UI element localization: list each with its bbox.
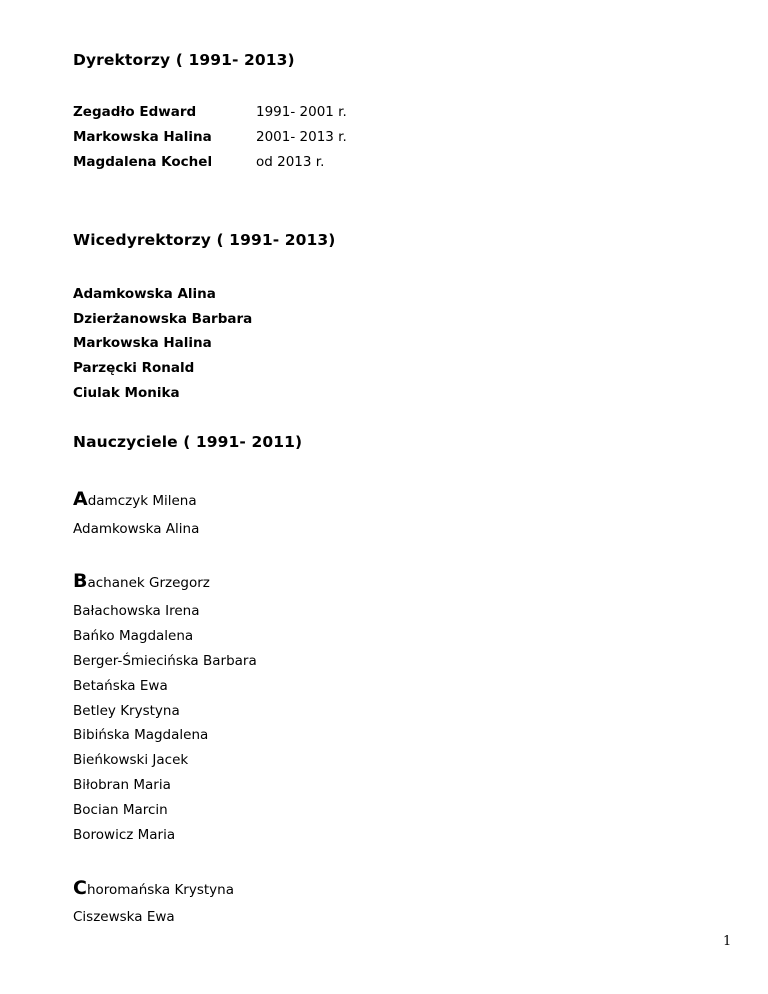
- vice-director-name: Markowska Halina: [73, 335, 212, 351]
- teacher-name: Biłobran Maria: [73, 777, 171, 793]
- teacher-name: Borowicz Maria: [73, 827, 176, 843]
- vice-director-name: Parzęcki Ronald: [73, 360, 195, 376]
- page-number: 1: [723, 934, 732, 949]
- teacher-name: Bańko Magdalena: [73, 628, 194, 644]
- letter-initial: C: [73, 877, 87, 899]
- teacher-name: Bibińska Magdalena: [73, 727, 209, 743]
- teacher-name: Adamkowska Alina: [73, 521, 200, 537]
- directors-heading: Dyrektorzy ( 1991- 2013): [73, 51, 295, 69]
- teacher-name: Bałachowska Irena: [73, 603, 200, 619]
- vice-director-name: Dzierżanowska Barbara: [73, 311, 253, 327]
- director-name: Zegadło Edward: [73, 104, 197, 120]
- director-period: 1991- 2001 r.: [256, 104, 347, 120]
- teacher-name-rest: damczyk Milena: [87, 493, 197, 509]
- teacher-name-first: [73, 879, 234, 899]
- teacher-name: Betańska Ewa: [73, 678, 168, 694]
- teacher-name-first: [73, 572, 210, 592]
- teacher-name-first: [73, 490, 197, 510]
- teacher-name-rest: achanek Grzegorz: [87, 575, 210, 591]
- director-name: Magdalena Kochel: [73, 154, 213, 170]
- letter-initial: A: [73, 488, 88, 510]
- director-period: od 2013 r.: [256, 154, 325, 170]
- director-name: Markowska Halina: [73, 129, 212, 145]
- teacher-name: Bieńkowski Jacek: [73, 752, 189, 768]
- teachers-heading: Nauczyciele ( 1991- 2011): [73, 433, 303, 451]
- teacher-name: Ciszewska Ewa: [73, 909, 175, 925]
- vice-directors-heading: Wicedyrektorzy ( 1991- 2013): [73, 231, 336, 249]
- teacher-name: Bocian Marcin: [73, 802, 168, 818]
- letter-initial: B: [73, 570, 88, 592]
- teacher-name: Betley Krystyna: [73, 703, 180, 719]
- vice-director-name: Ciulak Monika: [73, 385, 180, 401]
- teacher-name: Berger-Śmiecińska Barbara: [73, 653, 257, 669]
- teacher-name-rest: horomańska Krystyna: [86, 882, 234, 898]
- director-period: 2001- 2013 r.: [256, 129, 347, 145]
- vice-director-name: Adamkowska Alina: [73, 286, 216, 302]
